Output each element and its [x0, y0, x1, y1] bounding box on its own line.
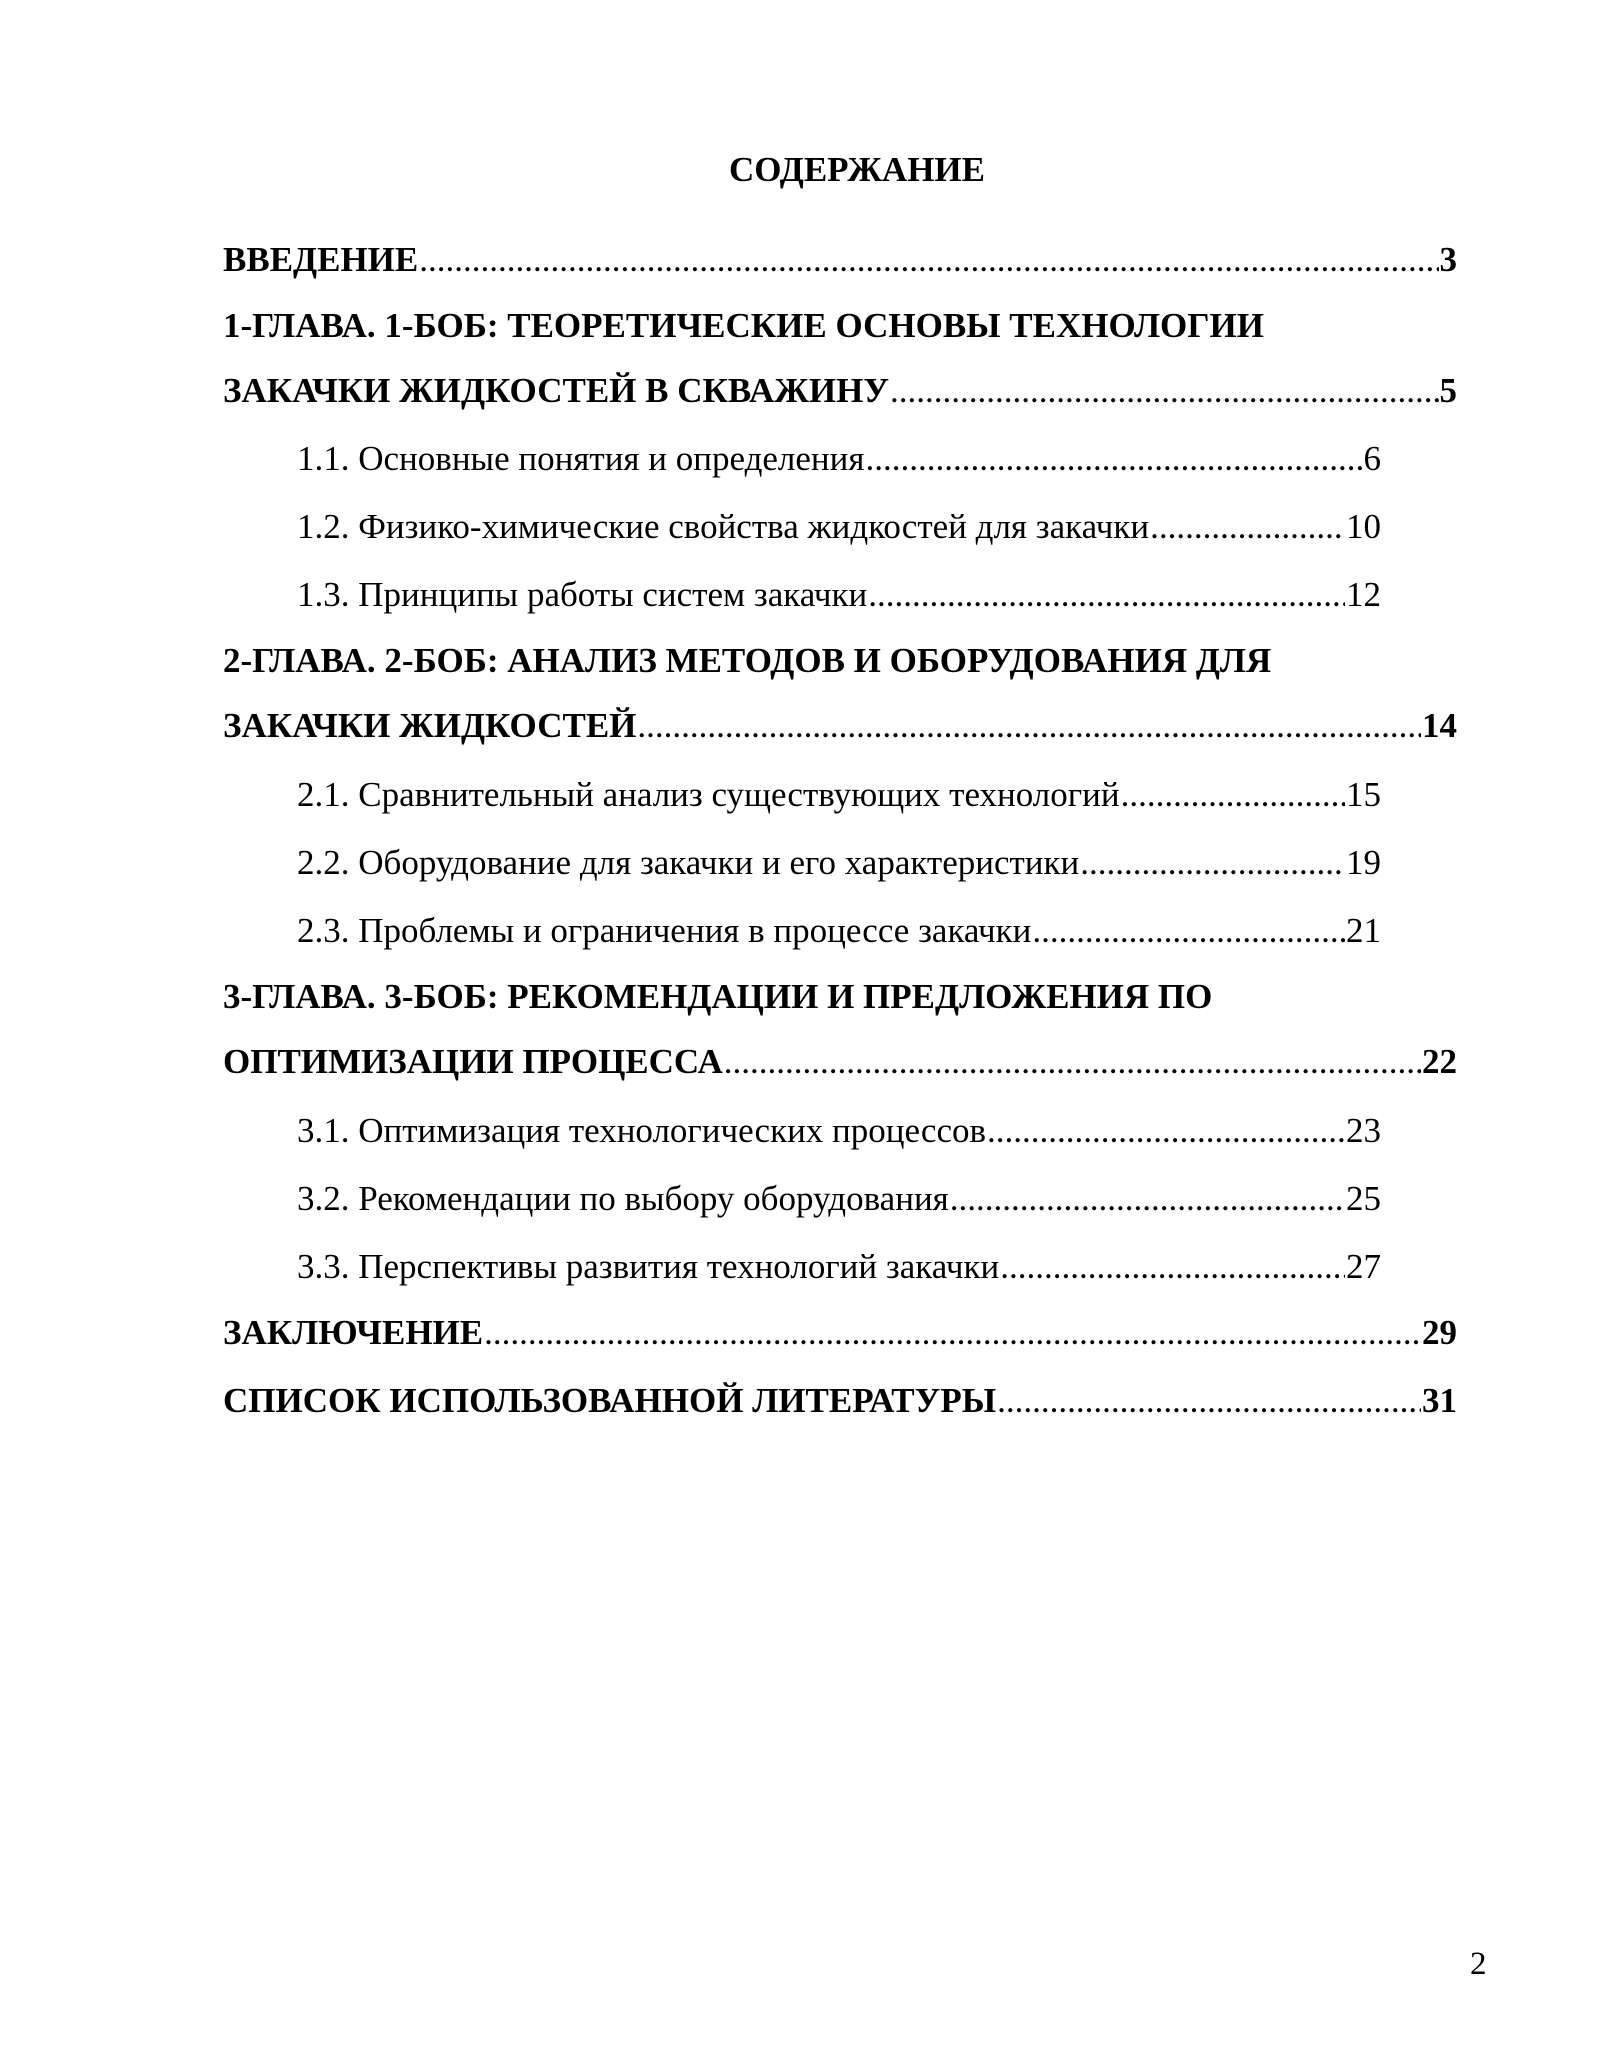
dot-leader: [865, 439, 1362, 479]
toc-entry-label: 1.2. Физико-химические свойства жидкостей для закачки: [297, 507, 1150, 546]
toc-chapter-1-line1[interactable]: 1-ГЛАВА. 1-БОБ: ТЕОРЕТИЧЕСКИЕ ОСНОВЫ ТЕХНОЛОГИИ: [223, 306, 1264, 345]
toc-entry-label: 3.2. Рекомендации по выбору оборудования: [297, 1179, 949, 1218]
toc-entry-page: 6: [1363, 439, 1381, 478]
dot-leader: [1000, 1247, 1345, 1287]
toc-entry-page: 22: [1422, 1042, 1457, 1081]
toc-entry-page: 21: [1346, 911, 1381, 950]
dot-leader: [997, 1381, 1421, 1421]
dot-leader: [419, 240, 1438, 280]
toc-section-2-2[interactable]: [297, 843, 1381, 883]
toc-chapter-3-line1[interactable]: 3-ГЛАВА. 3-БОБ: РЕКОМЕНДАЦИИ И ПРЕДЛОЖЕНИЯ ПО: [223, 977, 1213, 1016]
dot-leader: [724, 1042, 1421, 1082]
toc-section-3-2[interactable]: [297, 1179, 1381, 1219]
toc-entry-label: 3.3. Перспективы развития технологий закачки: [297, 1247, 1000, 1286]
toc-entry-label: ОПТИМИЗАЦИИ ПРОЦЕССА: [223, 1042, 723, 1081]
toc-entry-introduction[interactable]: [223, 240, 1457, 280]
dot-leader: [890, 371, 1438, 411]
toc-section-2-1[interactable]: [297, 775, 1381, 815]
toc-entry-label: 2.1. Сравнительный анализ существующих технологий: [297, 775, 1120, 814]
toc-entry-label: СПИСОК ИСПОЛЬЗОВАННОЙ ЛИТЕРАТУРЫ: [223, 1381, 997, 1420]
toc-entry-page: 31: [1422, 1381, 1457, 1420]
toc-section-3-1[interactable]: [297, 1111, 1381, 1151]
toc-section-2-3[interactable]: [297, 911, 1381, 951]
dot-leader: [1032, 911, 1345, 951]
dot-leader: [1121, 775, 1345, 815]
toc-section-1-3[interactable]: [297, 575, 1381, 615]
toc-entry-label: ЗАКАЧКИ ЖИДКОСТЕЙ: [223, 706, 637, 745]
toc-section-1-1[interactable]: [297, 439, 1381, 479]
toc-entry-chapter-2[interactable]: [223, 706, 1457, 746]
toc-entry-page: 19: [1346, 843, 1381, 882]
toc-entry-label: ЗАКЛЮЧЕНИЕ: [223, 1313, 484, 1352]
dot-leader: [1080, 843, 1345, 883]
toc-entry-chapter-1[interactable]: [223, 371, 1457, 411]
dot-leader: [1150, 507, 1345, 547]
toc-entry-page: 29: [1422, 1313, 1457, 1352]
toc-section-1-2[interactable]: [297, 507, 1381, 547]
dot-leader: [484, 1313, 1421, 1353]
dot-leader: [868, 575, 1345, 615]
toc-chapter-2-line1[interactable]: 2-ГЛАВА. 2-БОБ: АНАЛИЗ МЕТОДОВ И ОБОРУДОВАНИЯ ДЛЯ: [223, 641, 1272, 680]
toc-entry-label: ВВЕДЕНИЕ: [223, 240, 419, 279]
toc-entry-label: 3.1. Оптимизация технологических процессов: [297, 1111, 987, 1150]
toc-entry-page: 27: [1346, 1247, 1381, 1286]
toc-entry-page: 10: [1346, 507, 1381, 546]
page-title: СОДЕРЖАНИЕ: [728, 150, 985, 189]
dot-leader: [987, 1111, 1345, 1151]
toc-section-3-3[interactable]: [297, 1247, 1381, 1287]
dot-leader: [637, 706, 1421, 746]
toc-entry-references[interactable]: [223, 1381, 1457, 1421]
toc-entry-label: 1.3. Принципы работы систем закачки: [297, 575, 868, 614]
toc-entry-chapter-3[interactable]: [223, 1042, 1457, 1082]
toc-entry-page: 25: [1346, 1179, 1381, 1218]
toc-entry-label: ЗАКАЧКИ ЖИДКОСТЕЙ В СКВАЖИНУ: [223, 371, 890, 410]
toc-entry-page: 15: [1346, 775, 1381, 814]
toc-entry-conclusion[interactable]: [223, 1313, 1457, 1353]
toc-entry-label: 1.1. Основные понятия и определения: [297, 439, 865, 478]
toc-entry-page: 12: [1346, 575, 1381, 614]
page-number: 2: [1470, 1946, 1487, 1982]
toc-entry-page: 3: [1439, 240, 1457, 279]
dot-leader: [950, 1179, 1345, 1219]
toc-entry-page: 5: [1439, 371, 1457, 410]
toc-entry-page: 23: [1346, 1111, 1381, 1150]
toc-entry-label: 2.3. Проблемы и ограничения в процессе закачки: [297, 911, 1032, 950]
toc-entry-label: 2.2. Оборудование для закачки и его характеристики: [297, 843, 1080, 882]
toc-entry-page: 14: [1422, 706, 1457, 745]
